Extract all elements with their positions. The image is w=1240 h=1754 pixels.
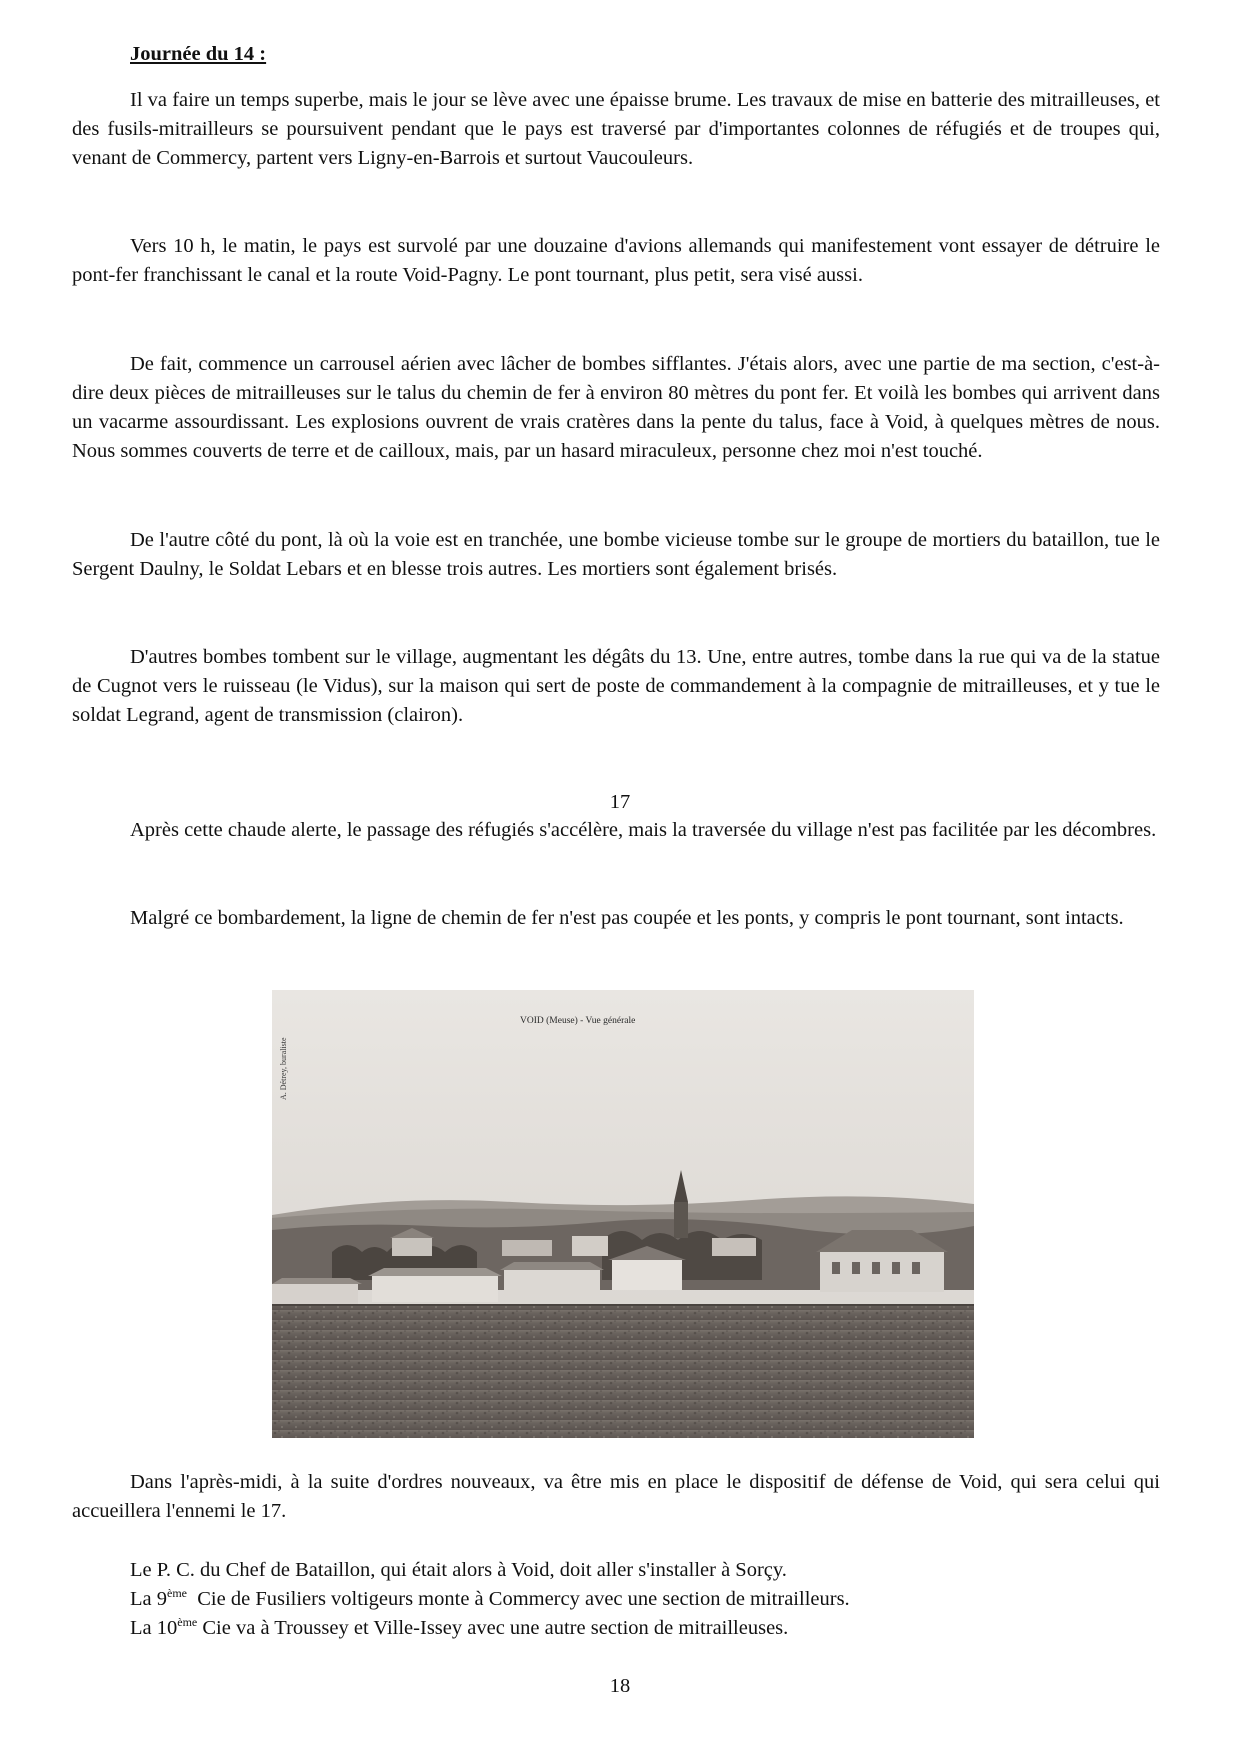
paragraph: Il va faire un temps superbe, mais le jour se lève avec une épaisse brume. Les travaux de mise en batterie des mitrailleuses, et des fusils-mitrailleurs se poursuivent pendant que le pays est traversé par d'importantes colonnes de réfugiés et de troupes qui, venant de Commercy, partent vers Ligny-en-Barrois et surtout Vaucouleurs. <box>72 89 1160 169</box>
paragraph: Malgré ce bombardement, la ligne de chemin de fer n'est pas coupée et les ponts, y compris le pont tournant, sont intacts. <box>130 907 1124 929</box>
superscript: ème <box>177 1615 198 1629</box>
paragraph: De l'autre côté du pont, là où la voie est en tranchée, une bombe vicieuse tombe sur le groupe de mortiers du bataillon, tue le Sergent Daulny, le Soldat Lebars et en blesse trois autres. Les mortiers sont également brisés. <box>72 529 1160 580</box>
paragraph: Après cette chaude alerte, le passage des réfugiés s'accélère, mais la traversée du village n'est pas facilitée par les décombres. <box>130 819 1157 841</box>
text-fragment: Cie de Fusiliers voltigeurs monte à Commercy avec une section de mitrailleurs. <box>187 1588 850 1610</box>
paragraph: D'autres bombes tombent sur le village, augmentant les dégâts du 13. Une, entre autres, tombe dans la rue qui va de la statue de Cugnot vers le ruisseau (le Vidus), sur la maison qui sert de poste de commandement à la compagnie de mitrailleuses, et y tue le soldat Legrand, agent de transmission (clairon). <box>72 646 1160 726</box>
paragraph: Vers 10 h, le matin, le pays est survolé par une douzaine d'avions allemands qui manifestement vont essayer de détruire le pont-fer franchissant le canal et la route Void-Pagny. Le pont tournant, plus petit, sera visé aussi. <box>72 235 1160 286</box>
section-heading: Journée du 14 : <box>130 43 267 65</box>
text-line: Le P. C. du Chef de Bataillon, qui était alors à Void, doit aller s'installer à Sorçy. <box>130 1559 787 1581</box>
superscript: ème <box>167 1586 187 1600</box>
text-fragment: La 10 <box>130 1617 178 1639</box>
text-line <box>130 1585 850 1614</box>
postcard-photo <box>272 990 974 1438</box>
page-number: 17 <box>609 791 631 813</box>
photo-side-text: A. Détrey, buraliste <box>279 1037 288 1100</box>
village-landscape-illustration <box>272 990 974 1438</box>
photo-caption: VOID (Meuse) - Vue générale <box>520 1016 636 1026</box>
text-line <box>130 1614 788 1643</box>
page-number: 18 <box>609 1675 631 1697</box>
text-fragment: La 9 <box>130 1588 167 1610</box>
paragraph: Dans l'après-midi, à la suite d'ordres nouveaux, va être mis en place le dispositif de défense de Void, qui sera celui qui accueillera l'ennemi le 17. <box>72 1471 1160 1522</box>
text-fragment: Cie va à Troussey et Ville-Issey avec une autre section de mitrailleuses. <box>197 1617 789 1639</box>
paragraph: De fait, commence un carrousel aérien avec lâcher de bombes sifflantes. J'étais alors, avec une partie de ma section, c'est-à-dire deux pièces de mitrailleuses sur le talus du chemin de fer à environ 80 mètres du pont fer. Et voilà les bombes qui arrivent dans un vacarme assourdissant. Les explosions ouvrent de vrais cratères dans la pente du talus, face à Void, à quelques mètres de nous. Nous sommes couverts de terre et de cailloux, mais, par un hasard miraculeux, personne chez moi n'est touché. <box>72 353 1160 462</box>
